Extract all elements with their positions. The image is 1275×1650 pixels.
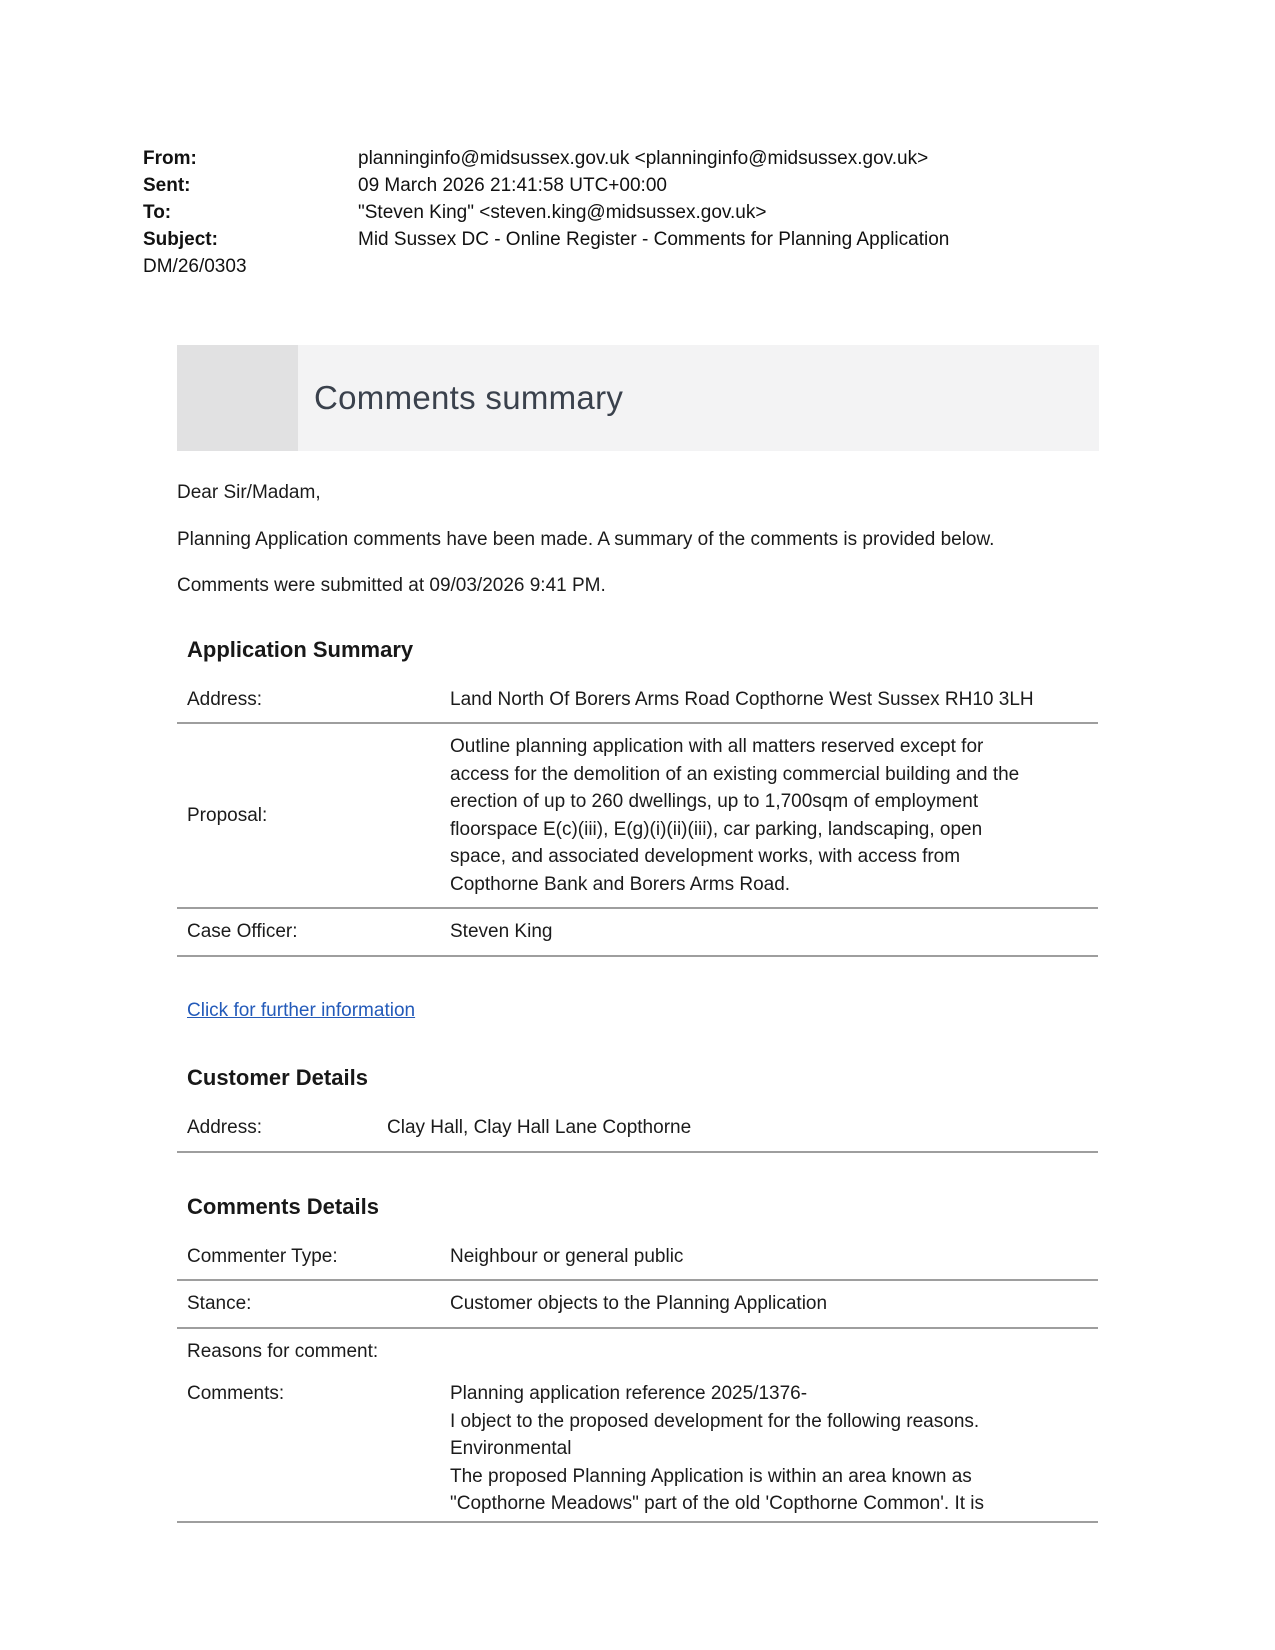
application-summary-table (177, 677, 1098, 957)
comments-summary-banner (177, 345, 1099, 451)
comments-value: Planning application reference 2025/1376- I object to the proposed development for the following reasons. Environmental The proposed Planning Application is within an area known as "Copthorne Meadows" part of the old 'Copthorne Common'. It is (450, 1383, 985, 1514)
customer-address-label: Address: (187, 1117, 262, 1138)
to-label: To: (143, 202, 172, 223)
table-row-comments (177, 1374, 1098, 1523)
table-row-address (177, 677, 1098, 725)
customer-address-value: Clay Hall, Clay Hall Lane Copthorne (387, 1117, 692, 1138)
table-row-stance (177, 1281, 1098, 1329)
table-row-reasons (177, 1329, 1098, 1375)
banner-placeholder-block (177, 345, 298, 451)
table-row-case-officer (177, 909, 1098, 957)
header-row-sent (143, 172, 1143, 199)
address-value: Land North Of Borers Arms Road Copthorne West Sussex RH10 3LH (450, 688, 1034, 710)
further-information-link[interactable]: Click for further information (187, 999, 416, 1021)
comments-details-table (177, 1234, 1098, 1523)
commenter-type-label: Commenter Type: (187, 1245, 338, 1267)
proposal-label: Proposal: (187, 804, 268, 826)
stance-label: Stance: (187, 1293, 252, 1314)
table-row-customer-address (177, 1105, 1098, 1153)
stance-value: Customer objects to the Planning Application (450, 1293, 828, 1314)
email-body (177, 479, 1098, 1523)
to-value: "Steven King" <steven.king@midsussex.gov.uk> (358, 202, 767, 223)
reasons-label: Reasons for comment: (187, 1340, 379, 1362)
commenter-type-value: Neighbour or general public (450, 1245, 684, 1267)
header-row-subject (143, 226, 1143, 253)
address-label: Address: (187, 688, 262, 710)
submitted-timestamp-line: Comments were submitted at 09/03/2026 9:41 PM. (177, 575, 606, 596)
sent-label: Sent: (143, 175, 191, 196)
case-officer-value: Steven King (450, 921, 553, 942)
section-heading-comments-details: Comments Details (187, 1193, 379, 1219)
from-value: planninginfo@midsussex.gov.uk <planninginfo@midsussex.gov.uk> (358, 148, 929, 169)
intro-paragraph: Planning Application comments have been made. A summary of the comments is provided below. (177, 528, 995, 550)
subject-reference-continuation: DM/26/0303 (143, 256, 247, 277)
section-heading-customer-details: Customer Details (187, 1065, 368, 1090)
table-row-proposal (177, 724, 1098, 909)
customer-details-table (177, 1105, 1098, 1153)
subject-label: Subject: (143, 229, 218, 250)
case-officer-label: Case Officer: (187, 921, 298, 942)
page-title: Comments summary (314, 379, 624, 416)
sent-value: 09 March 2026 21:41:58 UTC+00:00 (358, 175, 667, 196)
email-header (143, 0, 1143, 280)
from-label: From: (143, 148, 197, 169)
header-row-from (143, 145, 1143, 172)
subject-value: Mid Sussex DC - Online Register - Comments for Planning Application (358, 229, 950, 250)
header-row-to (143, 199, 1143, 226)
proposal-value: Outline planning application with all matters reserved except for access for the demolition of an existing commercial building and the erection of up to 260 dwellings, up to 1,700sqm of employment floorspace E(c)(iii), E(g)(i)(ii)(iii), car parking, landscaping, open space, and associated development works, with access from Copthorne Bank and Borers Arms Road. (450, 736, 1020, 895)
table-row-commenter-type (177, 1234, 1098, 1282)
comments-label: Comments: (187, 1383, 285, 1404)
section-heading-application-summary: Application Summary (187, 636, 414, 662)
salutation: Dear Sir/Madam, (177, 482, 321, 503)
